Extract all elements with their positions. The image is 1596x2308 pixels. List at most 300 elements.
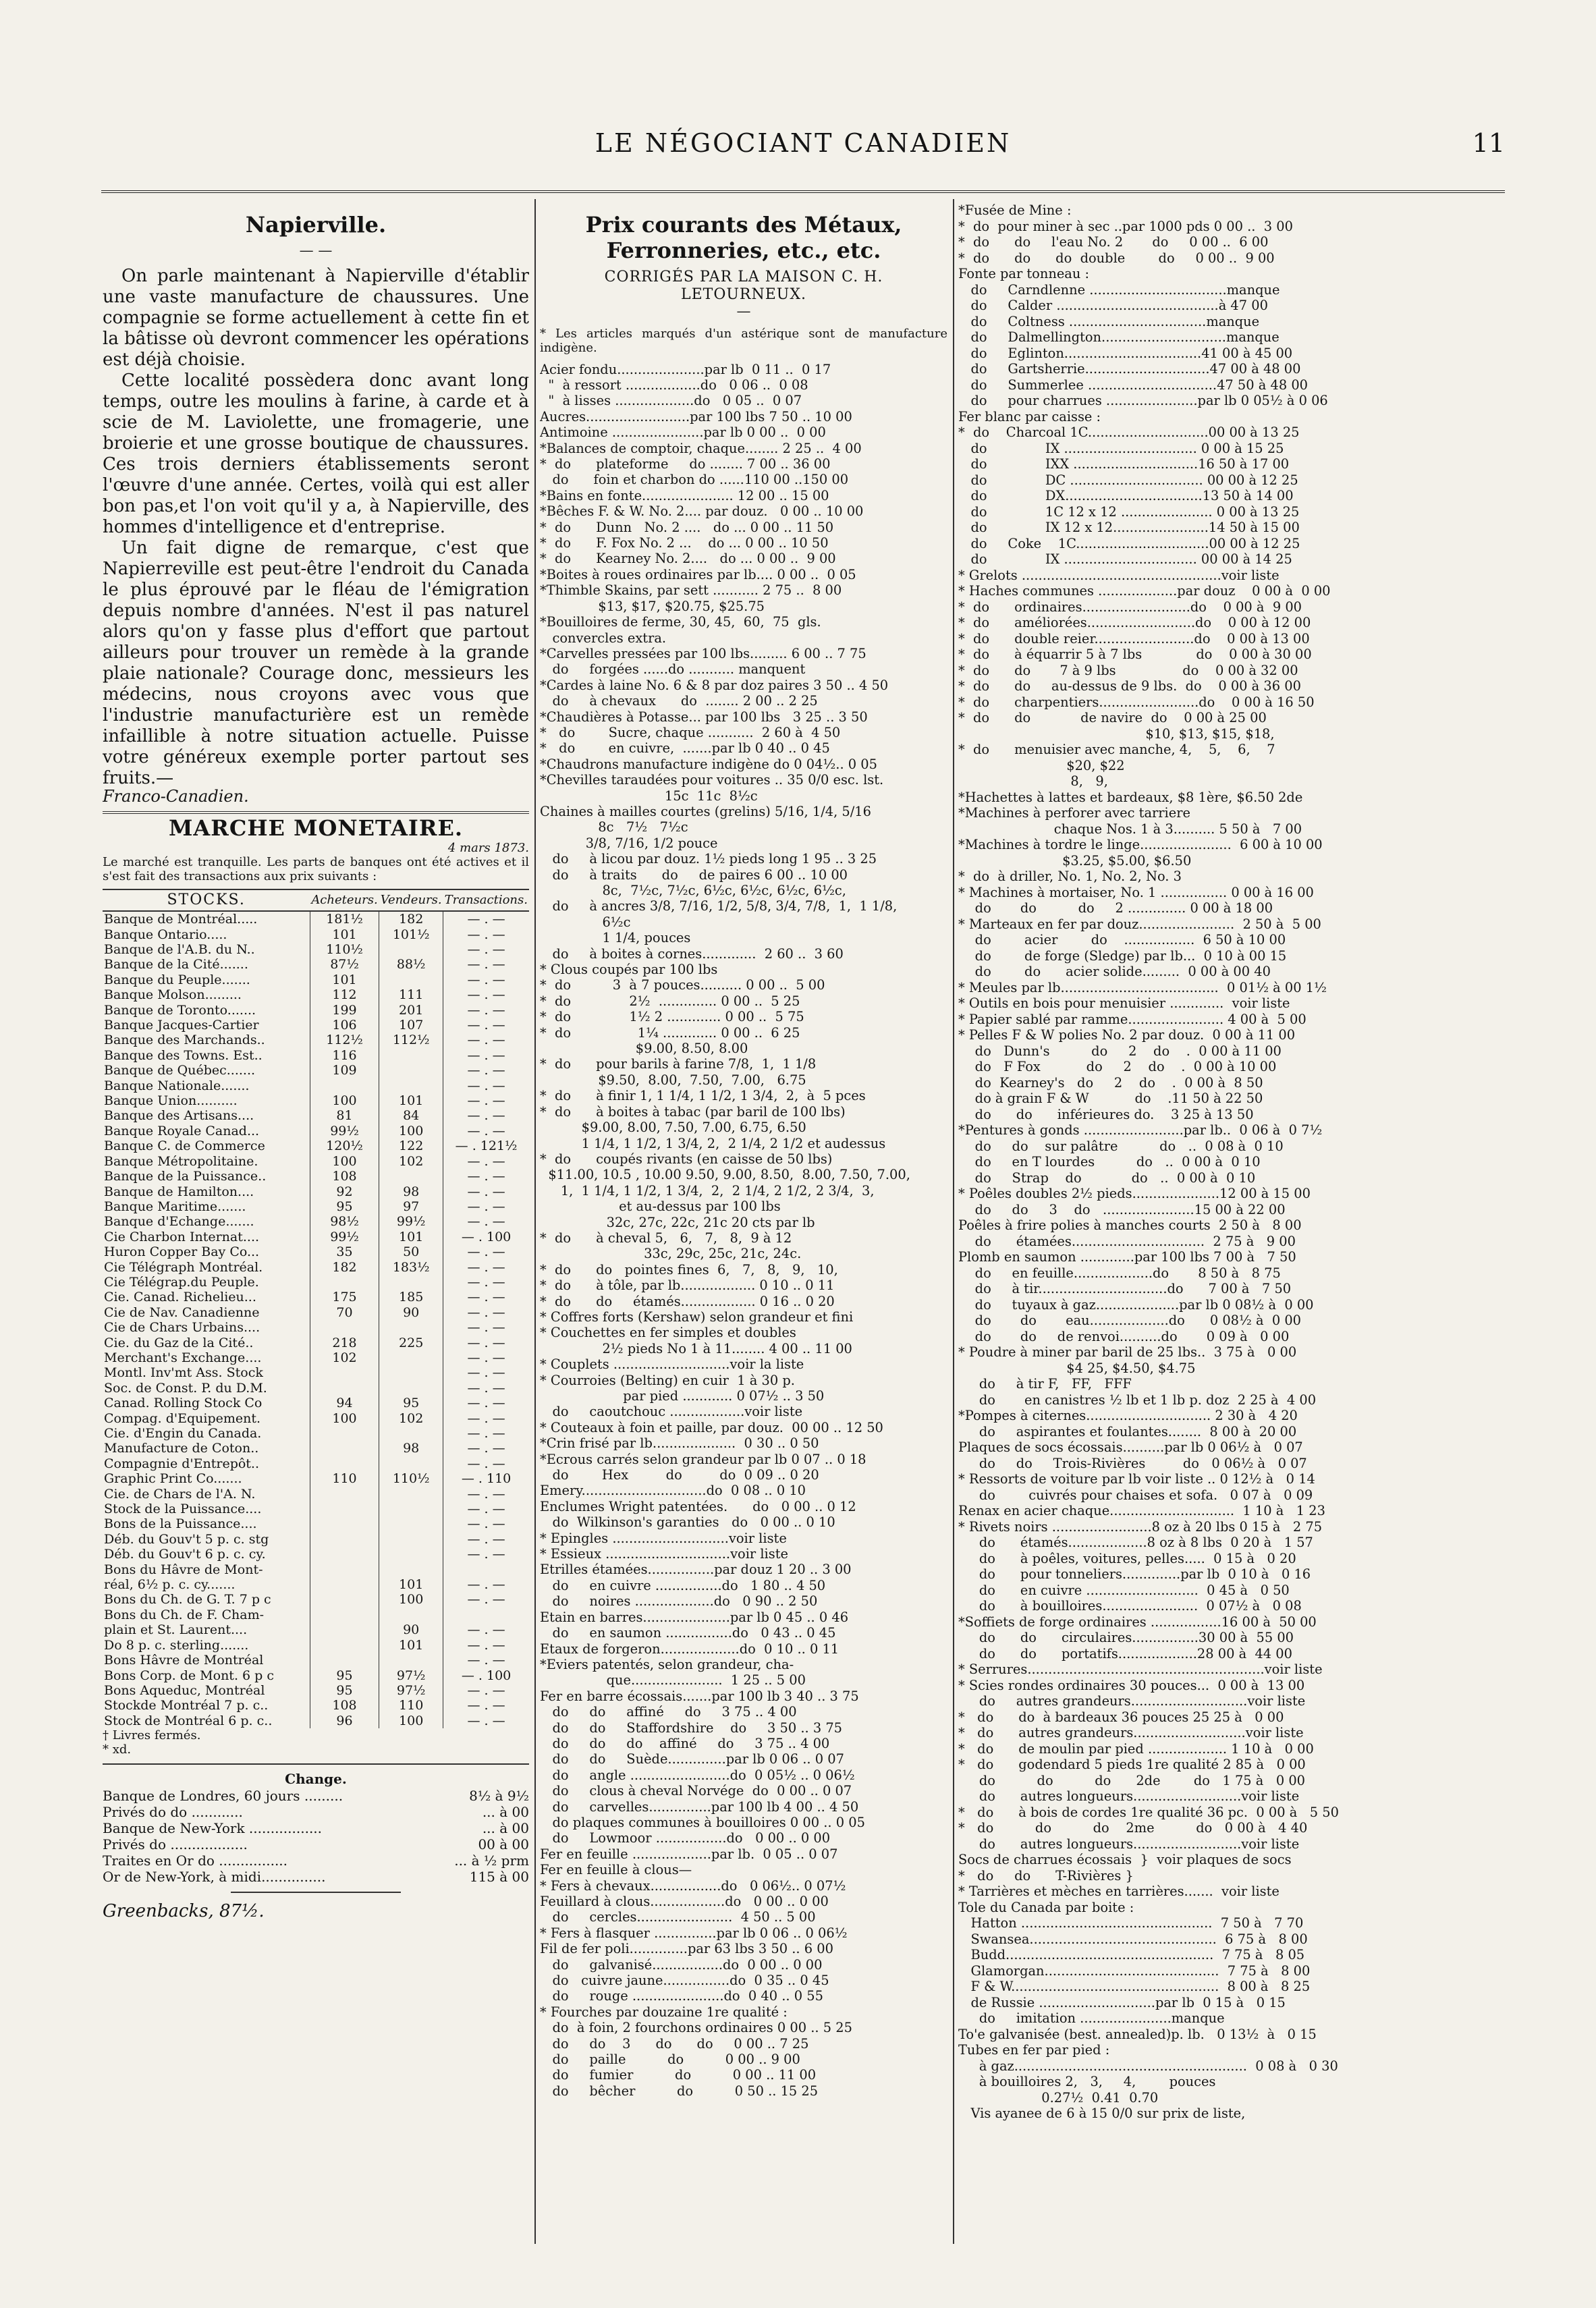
price-line: do à ancres 3/8, 7/16, 1/2, 5/8, 3/4, 7/8, 1, 1 1/8, — [540, 898, 898, 914]
price-line: do de forge (Sledge) par lb... 0 10 à 00 15 — [958, 947, 1287, 964]
price-line: Emery..............................do 0 08 .. 0 10 — [540, 1483, 806, 1499]
stock-value: 70 — [310, 1305, 379, 1320]
price-line: * do plateforme do ........ 7 00 .. 36 00 — [540, 456, 831, 472]
price-line: do forgées ......do ........... manquent — [540, 661, 806, 678]
price-line: do Dalmellington..............................manque — [958, 329, 1279, 345]
price-line: 2½ pieds No 1 à 11........ 4 00 .. 11 00 — [540, 1340, 852, 1356]
price-line: do en cuivre ........................... 0 45 à 0 50 — [958, 1582, 1290, 1598]
stock-value: 101 — [310, 927, 379, 942]
price-line: *Ecrous carrés selon grandeur par lb 0 07 .. 0 18 — [540, 1451, 866, 1467]
stock-row — [103, 1260, 529, 1275]
price-line: *Soffiets de forge ordinaires .................16 00 à 50 00 — [958, 1614, 1317, 1630]
header-rule — [101, 190, 1505, 193]
price-line: *Pompes à citernes.............................. 2 30 à 4 20 — [958, 1408, 1298, 1423]
price-line: $3.25, $5.00, $6.50 — [958, 852, 1192, 869]
article-signature: Franco-Canadien. — [103, 786, 249, 806]
stock-name: Banque Molson......... — [104, 987, 242, 1003]
price-line: do DX.................................13 50 à 14 00 — [958, 488, 1294, 503]
stock-value: 101 — [379, 1577, 443, 1592]
stock-name: Déb. du Gouv't 5 p. c. stg — [104, 1531, 269, 1547]
price-line: do étamées................................ 2 75 à 9 00 — [958, 1233, 1296, 1249]
stock-value: — . — — [443, 1502, 529, 1516]
price-line: * Poêles doubles 2½ pieds.....................12 00 à 15 00 — [958, 1186, 1311, 1201]
price-line: 1, 1 1/4, 1 1/2, 1 3/4, 2, 2 1/4, 2 1/2, 2 3/4, 3, — [540, 1182, 875, 1199]
price-line: Vis ayanee de 6 à 15 0/0 sur prix de liste, — [958, 2106, 1246, 2121]
price-line: chaque Nos. 1 à 3.......... 5 50 à 7 00 — [958, 821, 1302, 837]
column-divider-2 — [953, 199, 954, 2244]
price-line: do do Staffordshire do 3 50 .. 3 75 — [540, 1720, 843, 1736]
stock-value: — . — — [443, 1048, 529, 1063]
price-line: *Fusée de Mine : — [958, 202, 1072, 218]
price-line: do do 3 do ......................15 00 à 22 00 — [958, 1201, 1286, 1217]
stock-value — [310, 1638, 379, 1653]
price-line: do do affiné do 3 75 .. 4 00 — [540, 1704, 797, 1720]
stock-value — [310, 1487, 379, 1502]
stock-value: — . — — [443, 1441, 529, 1456]
stock-value: 182 — [310, 1260, 379, 1275]
stocks-body — [103, 911, 529, 1728]
price-line: Tubes en fer par pied : — [958, 2042, 1110, 2058]
price-line: * do charpentiers........................do 0 00 à 16 50 — [958, 694, 1315, 710]
price-line: à gaz........................................................ 0 08 à 0 30 — [958, 2058, 1338, 2074]
change-label: Privés do do ............ — [103, 1803, 243, 1820]
price-line: * Rivets noirs ........................8 oz à 20 lbs 0 15 à 2 75 — [958, 1518, 1323, 1535]
stock-name: Banque des Artisans.... — [104, 1108, 254, 1124]
price-line: * Serrures.........................................................voir liste — [958, 1661, 1323, 1677]
stock-row — [103, 1698, 529, 1713]
price-line: do à poêles, voitures, pelles..... 0 15 à 0 20 — [958, 1550, 1296, 1566]
stock-name: Banque de l'A.B. du N.. — [104, 942, 255, 957]
price-line: Fonte par tonneau : — [958, 266, 1090, 281]
stock-value: — . — — [443, 1290, 529, 1304]
stock-name: Banque Jacques-Cartier — [104, 1018, 259, 1033]
price-line: Enclumes Wright patentées. do 0 00 .. 0 12 — [540, 1498, 856, 1514]
price-line: do à chevaux do ........ 2 00 .. 2 25 — [540, 693, 818, 709]
price-line: Fer en feuille ...................par lb. 0 05 .. 0 07 — [540, 1846, 838, 1862]
stock-value: — . 121½ — [443, 1138, 529, 1153]
stock-name: Banque du Peuple....... — [104, 972, 250, 987]
price-line: do pour charrues ......................par lb 0 05½ à 0 06 — [958, 393, 1328, 408]
stock-value: — . — — [443, 1456, 529, 1471]
stock-value: 99½ — [379, 1214, 443, 1229]
price-line: * Poudre à miner par baril de 25 lbs.. 3 75 à 0 00 — [958, 1344, 1297, 1360]
stock-value — [379, 1653, 443, 1668]
price-line: do IX ................................ 00 00 à 14 25 — [958, 551, 1292, 567]
price-line: *Chevilles taraudées pour voitures .. 35 0/0 esc. lst. — [540, 772, 884, 788]
price-line: * Marteaux en fer par douz....................... 2 50 à 5 00 — [958, 916, 1321, 932]
change-row — [103, 1869, 529, 1885]
stock-row — [103, 1336, 529, 1350]
stock-name: Merchant's Exchange.... — [104, 1350, 262, 1365]
price-line: do F Fox do 2 do . 0 00 à 10 00 — [958, 1059, 1277, 1074]
price-line: Plaques de socs écossais..........par lb 0 06½ à 0 07 — [958, 1439, 1303, 1455]
stock-name: Banque Royale Canad... — [104, 1123, 260, 1138]
stock-value — [310, 1320, 379, 1335]
stock-value: — . — — [443, 1516, 529, 1531]
stock-row — [103, 1713, 529, 1728]
stock-row — [103, 1592, 529, 1607]
change-value: ... à 00 — [482, 1803, 529, 1820]
price-line: $20, $22 — [958, 757, 1125, 773]
price-line: do foin et charbon do ......110 00 ..150 00 — [540, 472, 849, 488]
stock-value — [310, 1381, 379, 1396]
stock-value — [310, 1516, 379, 1531]
stock-value: 100 — [310, 1411, 379, 1426]
stock-value — [443, 1608, 529, 1622]
price-line: 33c, 29c, 25c, 21c, 24c. — [540, 1246, 802, 1262]
price-line: Fer en barre écossais.......par 100 lb 3 40 .. 3 75 — [540, 1688, 859, 1704]
price-line: * do Kearney No. 2.... do ... 0 00 .. 9 00 — [540, 551, 836, 567]
price-line: * do do l'eau No. 2 do 0 00 .. 6 00 — [958, 234, 1269, 250]
market-intro: Le marché est tranquille. Les parts de banques ont été actives et il s'est fait des transactions aux prix suivants : — [103, 854, 529, 883]
stock-row — [103, 1668, 529, 1683]
stock-value: — . — — [443, 1169, 529, 1184]
stock-name: réal, 6½ p. c. cy....... — [104, 1577, 236, 1593]
column-3 — [958, 202, 1504, 2274]
stock-value: — . — — [443, 1199, 529, 1214]
stock-value: — . — — [443, 1396, 529, 1410]
stock-value: — . — — [443, 1547, 529, 1562]
stock-name: Bons Corp. de Mont. 6 p c — [104, 1668, 274, 1683]
price-line: do Lowmoor .................do 0 00 .. 0 00 — [540, 1830, 831, 1846]
stock-value: — . — — [443, 1365, 529, 1380]
stock-value — [379, 1365, 443, 1380]
price-line: Etrilles étamées................par douz 1 20 .. 3 00 — [540, 1562, 852, 1578]
stocks-header-buyers: Acheteurs. — [310, 889, 379, 911]
stock-value: 84 — [379, 1108, 443, 1123]
stock-value: 111 — [379, 987, 443, 1002]
price-line: * Coffres forts (Kershaw) selon grandeur et fini — [540, 1309, 854, 1325]
stock-value: 116 — [310, 1048, 379, 1063]
stock-name: Stockde Montréal 7 p. c.. — [104, 1698, 269, 1713]
stock-value — [443, 1562, 529, 1577]
price-line: To'e galvanisée (best. annealed)p. lb. 0 13½ à 0 15 — [958, 2026, 1317, 2042]
stock-row — [103, 1683, 529, 1698]
price-line: do do portatifs...................28 00 à 44 00 — [958, 1645, 1292, 1661]
stock-value: — . — — [443, 972, 529, 987]
stock-value: — . — — [443, 1320, 529, 1335]
price-line: do tuyaux à gaz....................par lb 0 08½ à 0 00 — [958, 1296, 1314, 1313]
price-line: do en canistres ½ lb et 1 lb p. doz 2 25 à 4 00 — [958, 1392, 1317, 1408]
price-line: *Bouilloires de ferme, 30, 45, 60, 75 gls. — [540, 614, 821, 630]
price-line: *Crin frisé par lb.................... 0 30 .. 0 50 — [540, 1435, 819, 1452]
price-line: do bêcher do 0 50 .. 15 25 — [540, 2083, 819, 2099]
stock-value — [379, 1350, 443, 1365]
change-value: ... à 00 — [482, 1819, 529, 1836]
stock-value: 112½ — [379, 1033, 443, 1047]
price-line: à bouilloires 2, 3, 4, pouces — [958, 2074, 1216, 2089]
stock-value — [310, 1653, 379, 1668]
stock-row — [103, 911, 529, 927]
stock-value: 100 — [379, 1713, 443, 1728]
price-line: do 1C 12 x 12 ...................... 0 00 à 13 25 — [958, 503, 1300, 520]
stock-value — [310, 1078, 379, 1093]
stock-value: 81 — [310, 1108, 379, 1123]
price-line: de Russie ............................par lb 0 15 à 0 15 — [958, 1994, 1286, 2010]
stock-row — [103, 1078, 529, 1093]
stock-value: — . — — [443, 1305, 529, 1320]
price-line: do autres longueurs..........................voir liste — [958, 1788, 1300, 1804]
stock-value: 95 — [379, 1396, 443, 1410]
stock-value: 90 — [379, 1622, 443, 1637]
price-line: * do à finir 1, 1 1/4, 1 1/2, 1 3/4, 2, à 5 pces — [540, 1088, 866, 1104]
stock-value — [310, 1547, 379, 1562]
price-line: Plomb en saumon .............par 100 lbs 7 00 à 7 50 — [958, 1249, 1296, 1265]
price-line: Etaux de forgeron...................do 0 10 .. 0 11 — [540, 1641, 840, 1657]
stock-value: — . — — [443, 1577, 529, 1592]
stock-value — [379, 972, 443, 987]
price-line: * Pelles F & W polies No. 2 par douz. 0 00 à 11 00 — [958, 1027, 1296, 1043]
stock-value: 102 — [310, 1350, 379, 1365]
stocks-header-sellers: Vendeurs. — [379, 889, 443, 911]
stock-row — [103, 1138, 529, 1153]
price-line: * do 3 à 7 pouces.......... 0 00 .. 5 00 — [540, 977, 825, 993]
stock-value: 199 — [310, 1003, 379, 1018]
stock-value: 102 — [379, 1411, 443, 1426]
price-line: $4 25, $4.50, $4.75 — [958, 1360, 1196, 1376]
stock-value — [379, 1532, 443, 1547]
price-line: * do à équarrir 5 à 7 lbs do 0 00 à 30 00 — [958, 647, 1312, 662]
stock-value: — . — — [443, 1698, 529, 1713]
stock-row — [103, 1230, 529, 1244]
price-line: 1 1/4, pouces — [540, 930, 691, 946]
price-line: et au-dessus par 100 lbs — [540, 1199, 781, 1215]
stock-value — [310, 1502, 379, 1516]
price-line: * do Sucre, chaque ........... 2 60 à 4 50 — [540, 724, 841, 740]
price-line: do do do affiné do 3 75 .. 4 00 — [540, 1735, 830, 1751]
price-line: * do à bois de cordes 1re qualité 36 pc. 0 00 à 5 50 — [958, 1804, 1339, 1820]
price-line: Fil de fer poli..............par 63 lbs 3 50 .. 6 00 — [540, 1941, 833, 1957]
stock-row — [103, 1608, 529, 1622]
price-line: * do menuisier avec manche, 4, 5, 6, 7 — [958, 742, 1275, 757]
stock-row — [103, 1532, 529, 1547]
section-rule — [103, 811, 529, 814]
stock-name: Cie. du Gaz de la Cité.. — [104, 1335, 254, 1350]
stock-value: 225 — [379, 1336, 443, 1350]
stock-value: 95 — [310, 1199, 379, 1214]
price-line: * do do 7 à 9 lbs do 0 00 à 32 00 — [958, 662, 1298, 678]
price-line: * do en cuivre, .......par lb 0 40 .. 0 45 — [540, 740, 830, 757]
stock-name: Banque de Hamilton.... — [104, 1184, 254, 1199]
price-line: do Hex do do 0 09 .. 0 20 — [540, 1467, 819, 1483]
stock-value: — . — — [443, 1108, 529, 1123]
stock-value: 108 — [310, 1698, 379, 1713]
stock-name: Banque des Marchands.. — [104, 1033, 265, 1048]
price-line: * do Dunn No. 2 .... do ... 0 00 .. 11 50 — [540, 519, 834, 535]
price-line: do do sur palâtre do .. 0 08 à 0 10 — [958, 1138, 1284, 1154]
column-1 — [103, 202, 529, 2274]
price-line: Aucres.........................par 100 lbs 7 50 .. 10 00 — [540, 408, 852, 424]
price-line: *Carvelles pressées par 100 lbs......... 6 00 .. 7 75 — [540, 645, 866, 661]
price-line: do galvanisé.................do 0 00 .. 0 00 — [540, 1956, 823, 1973]
price-line: do plaques communes à bouilloires 0 00 .. 0 05 — [540, 1814, 865, 1830]
stock-value — [379, 1487, 443, 1502]
price-line: *Hachettes à lattes et bardeaux, $8 1ère, $6.50 2de — [958, 789, 1303, 805]
price-line: do autres grandeurs............................voir liste — [958, 1693, 1306, 1709]
price-line: " à lisses ...................do 0 05 .. 0 07 — [540, 393, 802, 409]
stock-value: 96 — [310, 1713, 379, 1728]
change-label: Or de New-York, à midi............... — [103, 1868, 326, 1885]
stock-value: — . — — [443, 927, 529, 942]
price-line: do Wilkinson's garanties do 0 00 .. 0 10 — [540, 1514, 835, 1531]
stock-name: Cie Télégraph Montréal. — [104, 1259, 263, 1275]
stock-value: 110½ — [310, 942, 379, 957]
stock-value: 101 — [379, 1230, 443, 1244]
stock-value: 87½ — [310, 957, 379, 972]
price-line: * Courroies (Belting) en cuir 1 à 30 p. — [540, 1372, 795, 1388]
stocks-header-transactions: Transactions. — [443, 889, 529, 911]
article-paragraph: Cette localité possèdera donc avant long temps, outre les moulins à farine, à carde et à scie de M. Laviolette, une fromagerie, une broierie et une grosse boutique de chaussures. Ces trois derniers établissements seront l'œuvre d'une année. Certes, voilà qui est aller bon pas,et l'on voit qu'il y a, à Napierville, des hommes d'intelligence et d'entreprise. — [103, 370, 529, 537]
price-line: do IXX ..............................16 50 à 17 00 — [958, 456, 1290, 472]
article-paragraph: On parle maintenant à Napierville d'établir une vaste manufacture de chaussures. Une compagnie se forme actuellement à cette fin et la bâtisse où devront commencer les opérations est déjà choisie. — [103, 265, 529, 370]
stock-value: — . — — [443, 1487, 529, 1502]
stock-value: 90 — [379, 1305, 443, 1320]
price-line: *Boites à roues ordinaires par lb.... 0 00 .. 0 05 — [540, 566, 856, 582]
price-line: * do do de navire do 0 00 à 25 00 — [958, 710, 1267, 725]
stock-value: 99½ — [310, 1230, 379, 1244]
stock-value: — . — — [443, 942, 529, 957]
stock-value: — . — — [443, 1154, 529, 1169]
stock-name: Banque Métropolitaine. — [104, 1153, 258, 1169]
stock-value: — . — — [443, 911, 529, 927]
price-list-byline: CORRIGÉS PAR LA MAISON C. H. LETOURNEUX. — [604, 269, 883, 303]
section-rule — [103, 1763, 529, 1765]
stock-value: 110 — [379, 1698, 443, 1713]
price-line: do en feuille...................do 8 50 à 8 75 — [958, 1265, 1281, 1281]
stock-value: 101 — [310, 972, 379, 987]
stock-value: — . — — [443, 1411, 529, 1426]
stock-value: 183½ — [379, 1260, 443, 1275]
stock-row — [103, 1063, 529, 1078]
stock-value: 97½ — [379, 1683, 443, 1698]
price-line: * do 1¼ ............. 0 00 .. 6 25 — [540, 1024, 800, 1041]
stock-value: 108 — [310, 1169, 379, 1184]
price-line: * Haches communes ...................par douz 0 00 à 0 00 — [958, 583, 1331, 599]
stock-row — [103, 1547, 529, 1562]
stock-value: 95 — [310, 1683, 379, 1698]
stock-name: Banque Maritime....... — [104, 1199, 246, 1214]
price-line: do à traits do de paires 6 00 .. 10 00 — [540, 867, 848, 883]
market-date: 4 mars 1873. — [447, 840, 529, 855]
change-row — [103, 1836, 529, 1852]
stock-name: Soc. de Const. P. du D.M. — [104, 1380, 267, 1396]
price-line: do angle ........................do 0 05½ .. 0 06½ — [540, 1767, 855, 1783]
price-line: do imitation ......................manque — [958, 2010, 1225, 2026]
price-line: do IX 12 x 12.......................14 50 à 15 00 — [958, 520, 1300, 535]
stock-name: Graphic Print Co....... — [104, 1471, 242, 1487]
stock-row — [103, 1456, 529, 1471]
stock-value: 109 — [310, 1063, 379, 1078]
price-line: do do de renvoi..........do 0 09 à 0 00 — [958, 1328, 1290, 1344]
price-line: do Calder .......................................à 47 00 — [958, 298, 1268, 313]
stock-value: — . — — [443, 1622, 529, 1637]
price-line: * Scies rondes ordinaires 30 pouces... 0 00 à 13 00 — [958, 1677, 1305, 1693]
stock-row — [103, 1487, 529, 1502]
stock-value — [379, 1562, 443, 1577]
stock-value: 102 — [379, 1154, 443, 1169]
price-line: 15c 11c 8½c — [540, 788, 758, 804]
greenbacks: Greenbacks, 87½. — [103, 1900, 265, 1921]
stock-row — [103, 1350, 529, 1365]
price-line: * Essieux ..............................voir liste — [540, 1546, 788, 1562]
stock-row — [103, 1003, 529, 1018]
stock-name: Canad. Rolling Stock Co — [104, 1396, 263, 1411]
stock-value — [379, 1547, 443, 1562]
stock-value: 110 — [310, 1471, 379, 1486]
price-line: * Papier sablé par ramme....................... 4 00 à 5 00 — [958, 1011, 1306, 1027]
stock-row — [103, 1244, 529, 1259]
stock-value — [310, 1562, 379, 1577]
stock-name: Banque de Québec....... — [104, 1063, 256, 1078]
price-line: do do circulaires................30 00 à 55 00 — [958, 1630, 1294, 1645]
stock-name: Montl. Inv'mt Ass. Stock — [104, 1365, 263, 1381]
change-value: 8½ à 9½ — [469, 1787, 529, 1804]
stock-value: — . — — [443, 1350, 529, 1365]
price-line: * Couchettes en fer simples et doubles — [540, 1325, 796, 1341]
price-line: * do pour barils à farine 7/8, 1, 1 1/8 — [540, 1056, 817, 1072]
price-line: * Grelots ................................................voir liste — [958, 567, 1279, 583]
price-line: do carvelles...............par 100 lb 4 00 .. 4 50 — [540, 1798, 859, 1815]
stock-value: 201 — [379, 1003, 443, 1018]
price-line: * do do do 2me do 0 00 à 4 40 — [958, 1820, 1308, 1836]
column-2 — [540, 202, 947, 2274]
stock-value: — . — — [443, 1003, 529, 1018]
stock-value — [379, 1426, 443, 1441]
stock-row — [103, 1320, 529, 1335]
price-line: * do à tôle, par lb.................. 0 10 .. 0 11 — [540, 1277, 835, 1294]
price-line: Acier fondu.....................par lb 0 11 .. 0 17 — [540, 361, 831, 377]
stock-row — [103, 1622, 529, 1637]
stock-value: 98½ — [310, 1214, 379, 1229]
price-line: $9.00, 8.00, 7.50, 7.00, 6.75, 6.50 — [540, 1120, 806, 1136]
price-line: F & W.................................................. 8 00 à 8 25 — [958, 1979, 1311, 1994]
price-line: do rouge ......................do 0 40 .. 0 55 — [540, 1988, 823, 2004]
stock-row — [103, 1396, 529, 1410]
price-line: do cuivrés pour chaises et sofa. 0 07 à 0 09 — [958, 1487, 1313, 1503]
stock-row — [103, 1033, 529, 1047]
price-line: Etain en barres.....................par lb 0 45 .. 0 46 — [540, 1609, 849, 1625]
stock-value: 110½ — [379, 1471, 443, 1486]
price-line: * do do do double do 0 00 .. 9 00 — [958, 250, 1275, 266]
stock-row — [103, 1516, 529, 1531]
price-line: *Chaudrons manufacture indigène do 0 04½.. 0 05 — [540, 756, 877, 772]
stock-value: 99½ — [310, 1124, 379, 1138]
stock-value: 182 — [379, 911, 443, 927]
stock-value: 88½ — [379, 957, 443, 972]
price-line: * do do au-dessus de 9 lbs. do 0 00 à 36 00 — [958, 678, 1301, 694]
price-line: do à boites à cornes............. 2 60 .. 3 60 — [540, 945, 844, 962]
price-line: Fer blanc par caisse : — [958, 408, 1101, 424]
stock-row — [103, 1184, 529, 1199]
price-line: do do do 2de do 1 75 à 0 00 — [958, 1772, 1306, 1788]
page-number: 11 — [1472, 128, 1505, 158]
price-line: * do 2½ .............. 0 00 .. 5 25 — [540, 993, 800, 1009]
stock-value: 120½ — [310, 1138, 379, 1153]
stock-value: 50 — [379, 1244, 443, 1259]
stock-value: — . — — [443, 1184, 529, 1199]
stock-value: 100 — [310, 1093, 379, 1108]
price-line: Chaines à mailles courtes (grelins) 5/16, 1/4, 5/16 — [540, 803, 871, 819]
stock-name: Bons du Ch. de F. Cham- — [104, 1607, 265, 1622]
price-line: *Balances de comptoir, chaque........ 2 25 .. 4 00 — [540, 440, 862, 456]
price-line: * Clous coupés par 100 lbs — [540, 962, 718, 978]
stock-value: — . — — [443, 1426, 529, 1441]
stock-name: Do 8 p. c. sterling....... — [104, 1637, 249, 1653]
stock-row — [103, 1305, 529, 1320]
price-line: * Couteaux à foin et paille, par douz. 00 00 .. 12 50 — [540, 1419, 883, 1435]
price-line: * do coupés rivants (en caisse de 50 lbs) — [540, 1151, 833, 1167]
stock-name: Banque de la Puissance.. — [104, 1169, 267, 1184]
